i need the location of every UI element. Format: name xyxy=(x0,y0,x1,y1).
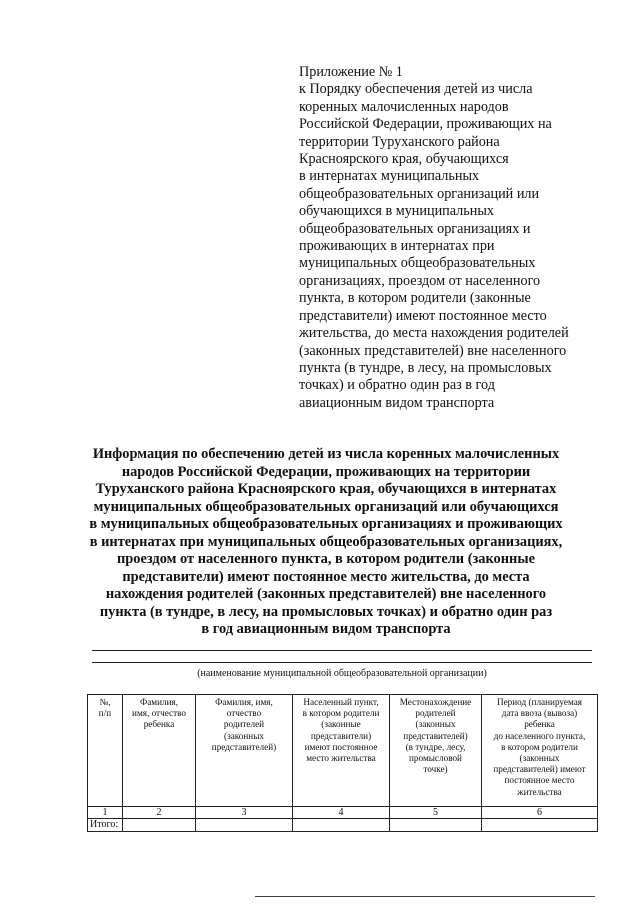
header-text: имеют постоянное xyxy=(304,741,378,752)
appendix-line: Приложение № 1 xyxy=(299,64,403,80)
org-name-caption: (наименование муниципальной общеобразовательной организации) xyxy=(197,668,487,679)
header-text: (законные xyxy=(321,719,361,730)
appendix-line: коренных малочисленных народов xyxy=(299,98,509,115)
header-text: ребенка xyxy=(524,719,555,730)
header-text: постоянное место xyxy=(504,775,575,786)
table-cell xyxy=(482,819,598,832)
report-table xyxy=(87,694,598,832)
appendix-line: территории Туруханского района xyxy=(299,133,500,150)
appendix-line: (законных представителей) вне населенного xyxy=(299,342,567,359)
header-text: имя, отчество xyxy=(132,708,186,719)
header-text: п/п xyxy=(98,708,112,719)
total-label-cell: Итого: xyxy=(88,819,123,832)
header-text: до населенного пункта, xyxy=(493,730,586,741)
appendix-line: жительства, до места нахождения родителей xyxy=(299,325,569,342)
header-text: дата ввоза (вывоза) xyxy=(501,708,578,719)
header-cell-number xyxy=(88,695,123,807)
header-text: Населенный пункт, xyxy=(303,697,379,707)
header-text: (законных xyxy=(519,753,560,764)
header-cell-period xyxy=(482,695,598,807)
header-text: №, xyxy=(99,697,111,707)
column-number-cell: 2 xyxy=(123,807,196,819)
header-text: жительства xyxy=(517,786,562,797)
header-text: точке) xyxy=(423,764,448,775)
appendix-line: в интернатах муниципальных xyxy=(299,168,480,185)
column-number-cell: 6 xyxy=(482,807,598,819)
column-number-cell: 5 xyxy=(390,807,482,819)
header-text: (законных xyxy=(415,719,456,730)
title-line: пункта (в тундре, в лесу, на промысловых точках) и обратно один раз xyxy=(99,603,553,620)
header-text: Фамилия, имя, xyxy=(215,697,273,707)
header-text: промысловой xyxy=(409,753,462,764)
header-text: Период (планируемая xyxy=(496,697,583,707)
header-text: родителей xyxy=(223,719,265,730)
table-row xyxy=(88,807,598,819)
header-cell-child-name xyxy=(123,695,196,807)
title-line: представители) имеют постоянное место жительства, до места xyxy=(122,568,530,585)
table-cell xyxy=(123,819,196,832)
title-line: Туруханского района Красноярского края, обучающихся в интернатах xyxy=(95,481,557,497)
header-text: представителей) xyxy=(211,741,277,752)
title-line: проездом от населенного пункта, в котором родители (законные xyxy=(117,551,535,567)
appendix-line: Российской Федерации, проживающих на xyxy=(299,116,552,133)
title-line: народов Российской Федерации, проживающих на территории xyxy=(121,463,531,480)
appendix-line: общеобразовательных организациях и xyxy=(299,220,531,237)
appendix-line: пункта (в тундре, в лесу, на промысловых xyxy=(299,359,552,376)
header-text: представителей) xyxy=(403,730,468,741)
title-line: муниципальных общеобразовательных организаций или обучающихся xyxy=(93,498,559,515)
org-name-underline xyxy=(92,662,592,663)
org-name-fill-line xyxy=(92,650,592,651)
header-text: (в тундре, лесу, xyxy=(405,741,466,752)
title-line: в год авиационным видом транспорта xyxy=(201,621,451,637)
title-line: Информация по обеспечению детей из числа коренных малочисленных xyxy=(92,446,560,462)
appendix-line: представители) имеют постоянное место xyxy=(299,307,547,324)
appendix-heading xyxy=(299,64,599,412)
table-cell xyxy=(196,819,293,832)
header-text: представители) xyxy=(310,730,372,741)
column-number-cell: 4 xyxy=(293,807,390,819)
appendix-line: проживающих в интернатах при xyxy=(299,238,495,255)
table-cell xyxy=(390,819,482,832)
header-text: ребенка xyxy=(143,719,175,730)
header-text: (законных xyxy=(224,730,264,741)
column-number-cell: 1 xyxy=(88,807,123,819)
column-number-cell: 3 xyxy=(196,807,293,819)
title-line: в муниципальных общеобразовательных организациях и проживающих xyxy=(89,516,563,532)
document-title xyxy=(60,446,592,639)
page-edge-line xyxy=(255,896,595,897)
header-text: отчество xyxy=(226,708,262,719)
table-header-row xyxy=(88,695,598,807)
header-text: в котором родители xyxy=(501,741,578,752)
appendix-line: общеобразовательных организаций или xyxy=(299,185,540,202)
appendix-line: к Порядку обеспечения детей из числа xyxy=(299,81,533,98)
table-cell xyxy=(293,819,390,832)
header-cell-residence xyxy=(293,695,390,807)
appendix-line: точках) и обратно один раз в год xyxy=(299,377,495,394)
appendix-line: авиационным видом транспорта xyxy=(299,394,495,411)
appendix-line: муниципальных общеобразовательных xyxy=(299,255,536,272)
header-text: Местонахождение xyxy=(399,697,472,707)
table-row xyxy=(88,819,598,832)
appendix-line: обучающихся в муниципальных xyxy=(299,203,494,220)
header-text: Фамилия, xyxy=(139,697,179,707)
header-text: родителей xyxy=(415,708,456,719)
header-text: в котором родители xyxy=(302,708,380,719)
header-text: место жительства xyxy=(306,753,376,764)
title-line: нахождения родителей (законных представителей) вне населенного xyxy=(105,586,547,602)
appendix-line: пункта, в котором родители (законные xyxy=(299,290,531,307)
header-text: представителей) имеют xyxy=(493,764,586,775)
header-cell-parent-location xyxy=(390,695,482,807)
appendix-line: Красноярского края, обучающихся xyxy=(299,151,509,168)
header-cell-parent-name xyxy=(196,695,293,807)
title-line: в интернатах при муниципальных общеобразовательных организациях, xyxy=(89,533,563,550)
appendix-line: организациях, проездом от населенного xyxy=(299,272,541,289)
